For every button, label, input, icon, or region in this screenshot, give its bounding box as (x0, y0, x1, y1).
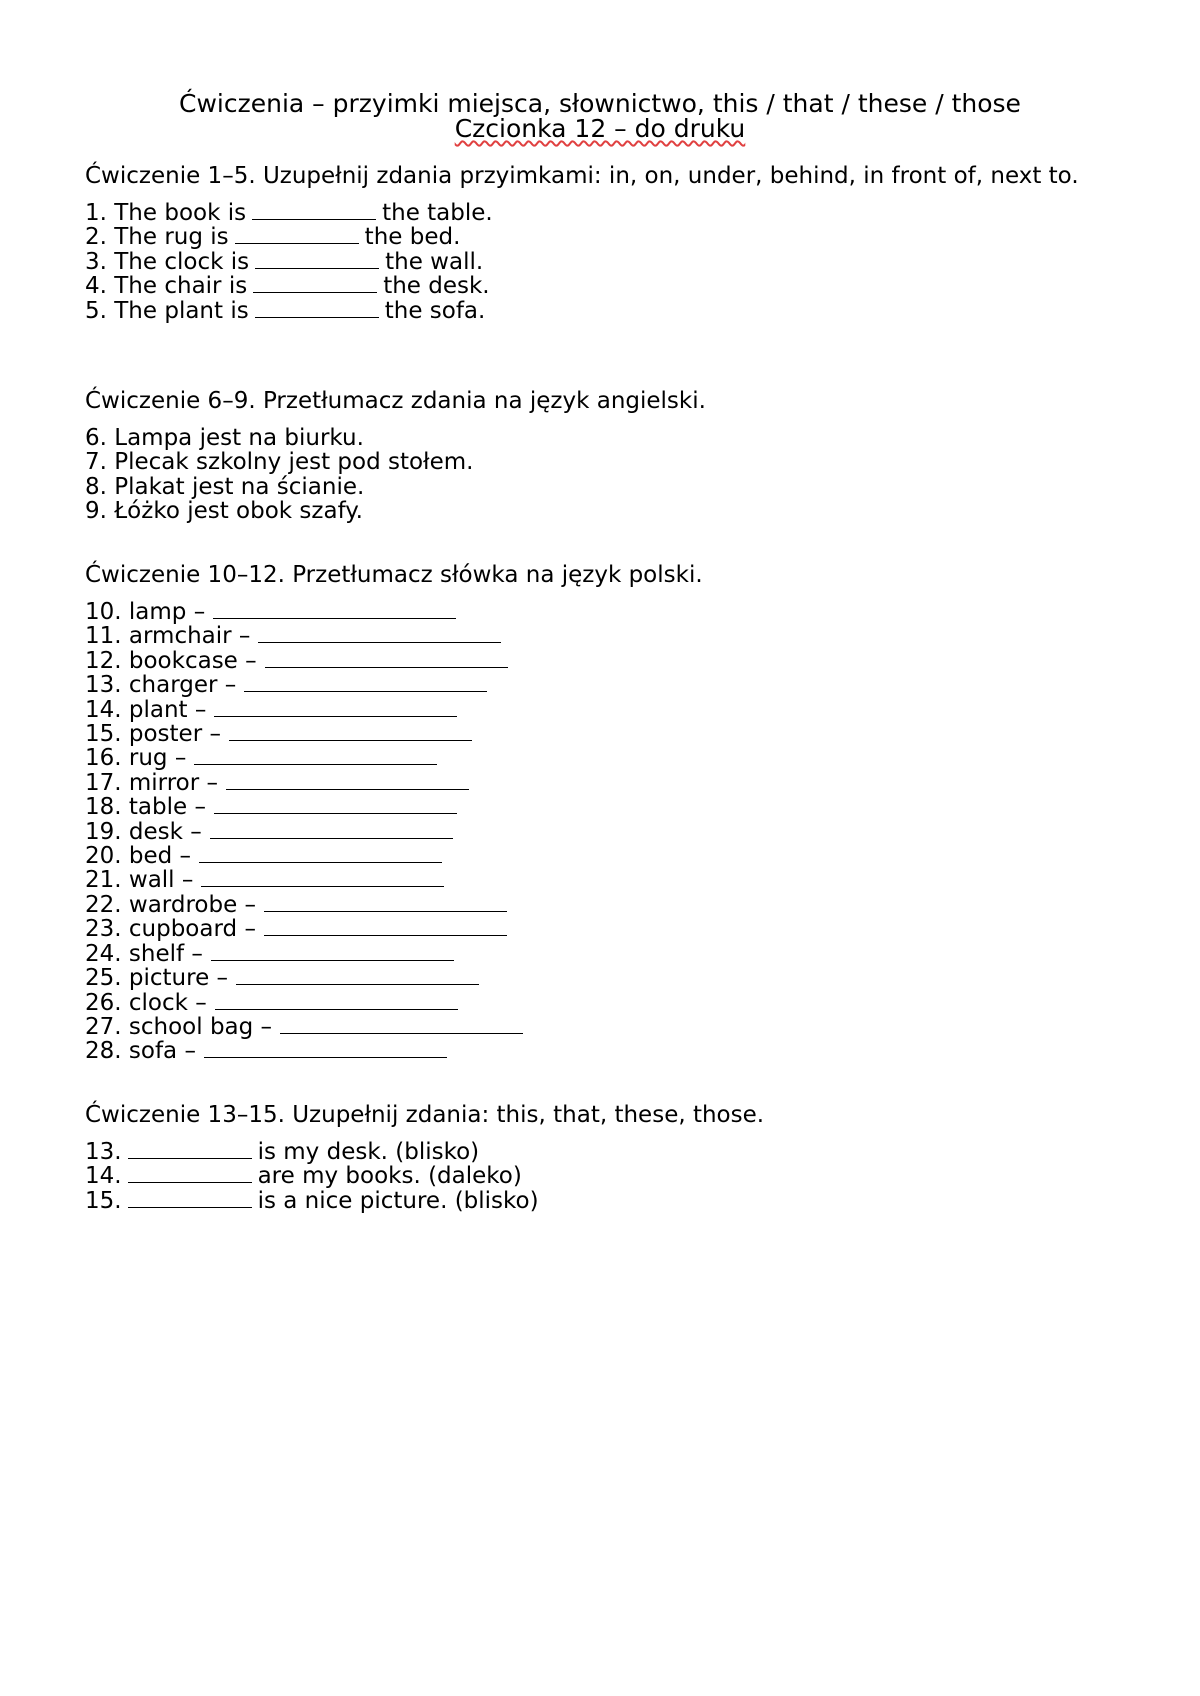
section-heading: Ćwiczenie 10–12. Przetłumacz słówka na język polski. (85, 562, 703, 588)
list-item (85, 250, 1125, 274)
answer-blank[interactable] (236, 967, 479, 985)
answer-blank[interactable] (214, 699, 457, 717)
answer-blank[interactable] (194, 747, 437, 765)
answer-blank[interactable] (244, 674, 487, 692)
item-text: 17. mirror – (85, 769, 219, 796)
item-text: 5. The plant is (85, 297, 249, 324)
item-text: are my books. (daleko) (257, 1163, 522, 1190)
item-text: 12. bookcase – (85, 647, 257, 674)
answer-blank[interactable] (235, 226, 359, 244)
list-item (85, 771, 1125, 795)
item-text: 15. (85, 1187, 122, 1214)
list-item (85, 917, 1125, 941)
item-text: 14. (85, 1163, 122, 1190)
item-text: 20. bed – (85, 843, 192, 870)
answer-blank[interactable] (128, 1190, 252, 1208)
list-item (85, 868, 1125, 892)
answer-blank[interactable] (201, 869, 444, 887)
item-text: 28. sofa – (85, 1038, 196, 1065)
exercise-demonstratives (85, 1103, 1125, 1213)
section-heading: Ćwiczenie 1–5. Uzupełnij zdania przyimkami: in, on, under, behind, in front of, next to. (85, 163, 1079, 189)
page-title: Ćwiczenia – przyimki miejsca, słownictwo, this / that / these / those (179, 89, 1021, 118)
item-text: the wall. (385, 248, 484, 275)
answer-blank[interactable] (204, 1040, 447, 1058)
list-item (85, 966, 1125, 990)
item-text: 10. lamp – (85, 599, 206, 625)
sentence-list (85, 426, 1125, 524)
list-item: 6. Lampa jest na biurku. (85, 425, 364, 451)
list-item (85, 673, 1125, 697)
exercise-translate-sentences (85, 389, 1125, 524)
list-item (85, 1039, 1125, 1063)
list-item (85, 820, 1125, 844)
exercise-prepositions (85, 164, 1125, 323)
answer-blank[interactable] (255, 251, 379, 269)
item-text: the sofa. (384, 297, 486, 324)
page-subtitle (0, 116, 1200, 141)
answer-blank[interactable] (211, 943, 454, 961)
answer-blank[interactable] (280, 1016, 523, 1034)
list-item (85, 1140, 1125, 1164)
list-item (85, 600, 1125, 624)
answer-blank[interactable] (252, 202, 376, 220)
list-item (85, 299, 1125, 323)
item-text: 27. school bag – (85, 1013, 273, 1040)
answer-blank[interactable] (226, 772, 469, 790)
item-text: 13. charger – (85, 672, 237, 699)
item-text: 13. (85, 1139, 122, 1165)
item-text: 4. The chair is (85, 273, 248, 300)
section-heading: Ćwiczenie 6–9. Przetłumacz zdania na język angielski. (85, 388, 706, 414)
item-text: 14. plant – (85, 696, 207, 723)
answer-blank[interactable] (253, 275, 377, 293)
list-item (85, 942, 1125, 966)
sentence-list (85, 1140, 1125, 1213)
item-text: the table. (382, 200, 493, 226)
answer-blank[interactable] (264, 918, 507, 936)
item-text: 15. poster – (85, 721, 221, 748)
item-text: 18. table – (85, 794, 206, 821)
list-item (85, 746, 1125, 770)
item-text: the bed. (364, 224, 461, 251)
list-item (85, 1164, 1125, 1188)
item-text: 26. clock – (85, 989, 207, 1016)
item-text: 22. wardrobe – (85, 891, 257, 918)
sentence-list (85, 201, 1125, 323)
item-text: 25. picture – (85, 965, 229, 992)
list-item: 8. Plakat jest na ścianie. (85, 473, 365, 500)
item-text: 23. cupboard – (85, 916, 256, 943)
list-item (85, 1189, 1125, 1213)
answer-blank[interactable] (258, 625, 501, 643)
font-note: Czcionka 12 – do druku (454, 114, 746, 143)
section-heading: Ćwiczenie 13–15. Uzupełnij zdania: this, that, these, those. (85, 1102, 765, 1128)
answer-blank[interactable] (128, 1141, 252, 1159)
item-text: 21. wall – (85, 867, 194, 894)
answer-blank[interactable] (265, 650, 508, 668)
list-item (85, 225, 1125, 249)
answer-blank[interactable] (214, 796, 457, 814)
list-item (85, 624, 1125, 648)
item-text: 11. armchair – (85, 623, 251, 650)
list-item (85, 795, 1125, 819)
vocabulary-list (85, 600, 1125, 1064)
list-item (85, 201, 1125, 225)
answer-blank[interactable] (215, 992, 458, 1010)
list-item: 7. Plecak szkolny jest pod stołem. (85, 449, 474, 476)
list-item (85, 893, 1125, 917)
item-text: 19. desk – (85, 818, 202, 845)
item-text: is my desk. (blisko) (257, 1139, 480, 1165)
item-text: 16. rug – (85, 745, 187, 772)
list-item (85, 722, 1125, 746)
item-text: is a nice picture. (blisko) (257, 1187, 539, 1214)
list-item (85, 698, 1125, 722)
list-item (85, 649, 1125, 673)
answer-blank[interactable] (210, 821, 453, 839)
list-item (85, 991, 1125, 1015)
item-text: 3. The clock is (85, 248, 250, 275)
answer-blank[interactable] (255, 300, 379, 318)
answer-blank[interactable] (229, 723, 472, 741)
answer-blank[interactable] (213, 601, 456, 619)
exercise-translate-words (85, 563, 1125, 1064)
answer-blank[interactable] (199, 845, 442, 863)
item-text: 1. The book is (85, 200, 247, 226)
item-text: 24. shelf – (85, 940, 203, 967)
list-item (85, 844, 1125, 868)
list-item (85, 274, 1125, 298)
list-item: 9. Łóżko jest obok szafy. (85, 498, 363, 525)
item-text: 2. The rug is (85, 224, 229, 251)
answer-blank[interactable] (264, 894, 507, 912)
list-item (85, 1015, 1125, 1039)
answer-blank[interactable] (128, 1165, 252, 1183)
item-text: the desk. (383, 273, 490, 300)
